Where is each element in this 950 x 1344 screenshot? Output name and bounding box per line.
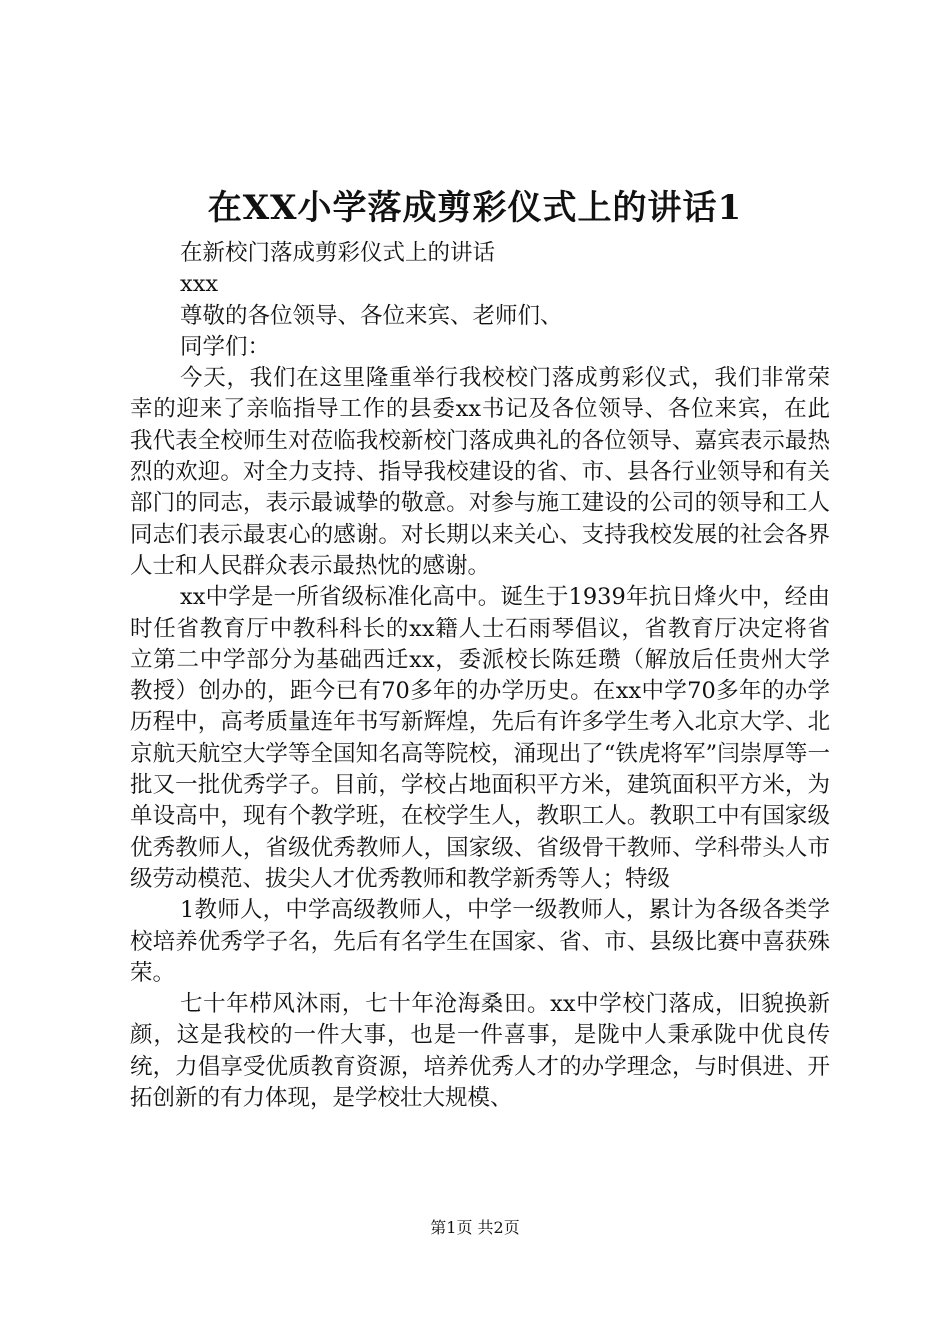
paragraph-school-history: xx中学是一所省级标准化高中。诞生于1939年抗日烽火中，经由时任省教育厅中教科科长的xx籍人士石雨琴倡议，省教育厅决定将省立第二中学部分为基础西迁xx，委派校长陈廷瓒（解放后任贵州大学教授）创办的，距今已有70多年的办学历史。在xx中学70多年的办学历程中，高考质量连年书写新辉煌，先后有许多学生考入北京大学、北京航天航空大学等全国知名高等院校，涌现出了“铁虎将军”闫崇厚等一批又一批优秀学子。目前，学校占地面积平方米，建筑面积平方米，为单设高中，现有个教学班，在校学生人，教职工人。教职工中有国家级优秀教师人，省级优秀教师人，国家级、省级骨干教师、学科带头人市级劳动模范、拔尖人才优秀教师和教学新秀等人；特级: [130, 584, 830, 892]
paragraph-speaker: xxx: [180, 271, 219, 298]
page-footer: 第1页 共2页: [430, 1218, 520, 1237]
paragraph-salutation-cont: 同学们：: [180, 333, 271, 360]
paragraph-subtitle: 在新校门落成剪彩仪式上的讲话: [180, 240, 496, 266]
paragraph-gate-completion: 七十年栉风沐雨，七十年沧海桑田。xx中学校门落成，旧貌换新颜，这是我校的一件大事，也是一件喜事，是陇中人秉承陇中优良传统，力倡享受优质教育资源，培养优秀人才的办学理念，与时俱进、开拓创新的有力体现，是学校壮大规模、: [130, 991, 830, 1112]
paragraph-welcome: 今天，我们在这里隆重举行我校校门落成剪彩仪式，我们非常荣幸的迎来了亲临指导工作的县委xx书记及各位领导、各位来宾，在此我代表全校师生对莅临我校新校门落成典礼的各位领导、嘉宾表示最热烈的欢迎。对全力支持、指导我校建设的省、市、县各行业领导和有关部门的同志，表示最诚挚的敬意。对参与施工建设的公司的领导和工人同志们表示最衷心的感谢。对长期以来关心、支持我校发展的社会各界人士和人民群众表示最热忱的感谢。: [130, 365, 830, 579]
paragraph-teachers: 1教师人，中学高级教师人，中学一级教师人，累计为各级各类学校培养优秀学子名，先后有名学生在国家、省、市、县级比赛中喜获殊荣。: [130, 897, 830, 986]
document-body: [130, 238, 830, 1114]
paragraph-salutation: 尊敬的各位领导、各位来宾、老师们、: [180, 302, 563, 329]
document-title: 在XX小学落成剪彩仪式上的讲话1: [207, 188, 743, 228]
